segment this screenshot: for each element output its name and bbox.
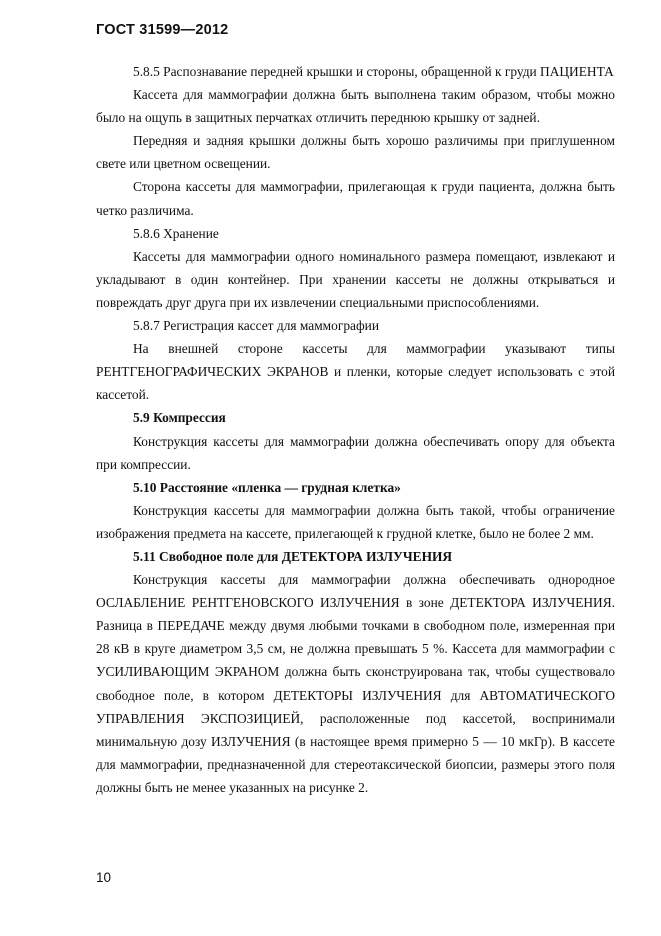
paragraph-5-8-5-text-1: Кассета для маммографии должна быть выполнена таким образом, чтобы можно было на ощупь в защитных перчатках отличить переднюю крышку от задней.	[96, 87, 615, 126]
paragraph-5-8-5-text-3: Сторона кассеты для маммографии, прилегающая к груди пациента, должна быть четко различима.	[96, 179, 615, 218]
section-5-10-heading: 5.10 Расстояние «пленка — грудная клетка»	[133, 479, 401, 495]
paragraph-5-8-6-text: Кассеты для маммографии одного номинального размера помещают, извлекают и укладывают в один контейнер. При хранении кассеты не должны открываться и повреждать друг друга при их извлечении специальными приспособлениями.	[96, 248, 615, 310]
paragraph-5-9-text: Конструкция кассеты для маммографии должна обеспечивать опору для объекта при компрессии.	[96, 433, 615, 472]
paragraph-5-8-5-text-2: Передняя и задняя крышки должны быть хорошо различимы при приглушенном свете или цветном освещении.	[96, 133, 615, 172]
paragraph-5-8-6-title: 5.8.6 Хранение	[133, 225, 219, 241]
document-header: ГОСТ 31599—2012	[96, 22, 229, 38]
section-5-9-heading: 5.9 Компрессия	[133, 410, 226, 426]
paragraph-5-11-text: Конструкция кассеты для маммографии должна обеспечивать однородное ОСЛАБЛЕНИЕ РЕНТГЕНОВСКОГО ИЗЛУЧЕНИЯ в зоне ДЕТЕКТОРА ИЗЛУЧЕНИЯ. Разница в ПЕРЕДАЧЕ между двумя любыми точками в свободном поле, измеренная при 28 кВ в круге диаметром 3,5 см, не должна превышать 5 %. Кассета для маммографии с УСИЛИВАЮЩИМ ЭКРАНОМ должна быть сконструирована так, чтобы существовало свободное поле, в котором ДЕТЕКТОРЫ ИЗЛУЧЕНИЯ для АВТОМАТИЧЕСКОГО УПРАВЛЕНИЯ ЭКСПОЗИЦИЕЙ, расположенные под кассетой, воспринимали минимальную дозу ИЗЛУЧЕНИЯ (в настоящее время примерно 5 — 10 мкГр). В кассете для маммографии, предназначенной для стереотаксической биопсии, размеры этого поля должны быть не менее указанных на рисунке 2.	[96, 572, 615, 795]
document-body	[96, 60, 615, 799]
paragraph-5-8-5-title: 5.8.5 Распознавание передней крышки и стороны, обращенной к груди ПАЦИЕНТА	[133, 64, 614, 79]
paragraph-5-8-7-text: На внешней стороне кассеты для маммографии указывают типы РЕНТГЕНОГРАФИЧЕСКИХ ЭКРАНОВ и пленки, которые следует использовать с этой кассетой.	[96, 341, 615, 403]
paragraph-5-10-text: Конструкция кассеты для маммографии должна быть такой, чтобы ограничение изображения предмета на кассете, прилегающей к грудной клетке, было не более 2 мм.	[96, 502, 615, 541]
section-5-11-heading: 5.11 Свободное поле для ДЕТЕКТОРА ИЗЛУЧЕНИЯ	[133, 548, 453, 564]
page-number: 10	[96, 870, 112, 885]
paragraph-5-8-7-title: 5.8.7 Регистрация кассет для маммографии	[133, 318, 379, 334]
